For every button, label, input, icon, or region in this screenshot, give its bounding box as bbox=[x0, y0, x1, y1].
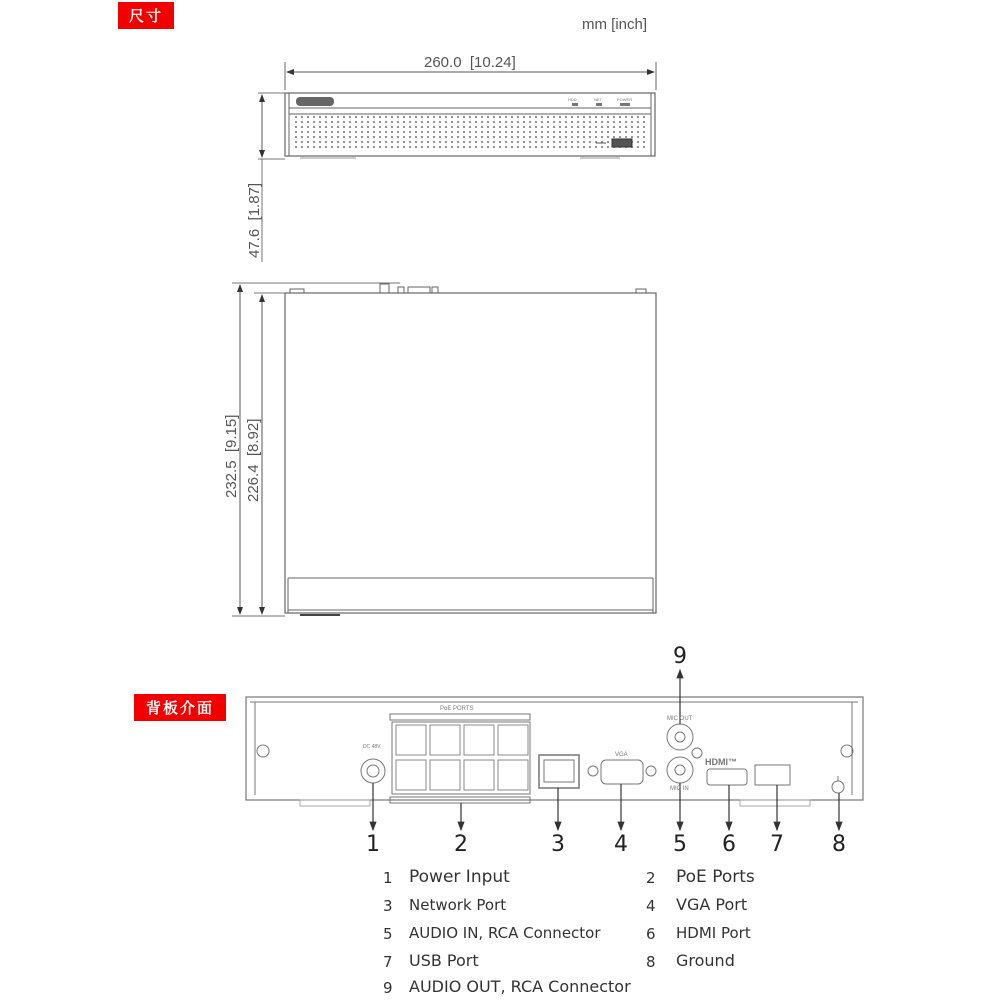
callout-1: 1 bbox=[366, 832, 380, 857]
callout-4: 4 bbox=[614, 832, 628, 857]
units-label: mm [inch] bbox=[582, 16, 648, 33]
legend-num-3: 3 bbox=[383, 897, 393, 915]
legend-label-9: AUDIO OUT, RCA Connector bbox=[409, 977, 631, 996]
legend-num-9: 9 bbox=[383, 979, 393, 997]
rear-panel-section-tag: 背板介面 bbox=[134, 694, 226, 721]
legend-num-2: 2 bbox=[646, 869, 656, 887]
front-view bbox=[285, 93, 655, 158]
callout-9: 9 bbox=[673, 644, 687, 669]
hdmi-logo: HDMI™ bbox=[705, 757, 737, 767]
callout-6: 6 bbox=[722, 832, 736, 857]
callout-7: 7 bbox=[770, 832, 784, 857]
callout-2: 2 bbox=[454, 832, 468, 857]
mic-in-label: MIC IN bbox=[670, 786, 689, 792]
legend-label-8: Ground bbox=[676, 951, 735, 970]
height-dimension: 47.6 [1.87] bbox=[246, 182, 263, 258]
legend-label-1: Power Input bbox=[409, 867, 510, 887]
callout-3: 3 bbox=[551, 832, 565, 857]
depth-inner-dimension: 226.4 [8.92] bbox=[245, 418, 262, 502]
legend-label-7: USB Port bbox=[409, 951, 479, 970]
depth-outer-dimension: 232.5 [9.15] bbox=[223, 414, 240, 498]
width-dimension: 260.0 [10.24] bbox=[424, 54, 516, 71]
legend-label-6: HDMI Port bbox=[676, 924, 751, 942]
legend-num-1: 1 bbox=[383, 869, 393, 887]
front-led-hdd: HDD bbox=[568, 97, 577, 102]
callout-5: 5 bbox=[673, 832, 687, 857]
poe-ports-label: PoE PORTS bbox=[440, 706, 474, 712]
front-led-net: NET bbox=[594, 97, 602, 102]
legend-label-3: Network Port bbox=[409, 896, 507, 914]
front-led-power: POWER bbox=[617, 97, 633, 102]
mic-out-label: MIC OUT bbox=[667, 716, 693, 722]
legend-num-7: 7 bbox=[383, 953, 393, 971]
legend-label-5: AUDIO IN, RCA Connector bbox=[409, 924, 601, 942]
callout-8: 8 bbox=[832, 832, 846, 857]
vga-label: VGA bbox=[615, 752, 628, 758]
legend-num-8: 8 bbox=[646, 953, 656, 971]
legend-num-4: 4 bbox=[646, 897, 656, 915]
legend-num-5: 5 bbox=[383, 925, 393, 943]
legend-num-6: 6 bbox=[646, 925, 656, 943]
dimensions-section-tag: 尺寸 bbox=[118, 2, 174, 29]
rear-panel-view bbox=[246, 697, 863, 806]
top-view bbox=[285, 284, 656, 615]
dc-in-label: DC 48V bbox=[363, 744, 381, 750]
legend-label-2: PoE Ports bbox=[676, 867, 755, 887]
legend-label-4: VGA Port bbox=[676, 895, 748, 914]
